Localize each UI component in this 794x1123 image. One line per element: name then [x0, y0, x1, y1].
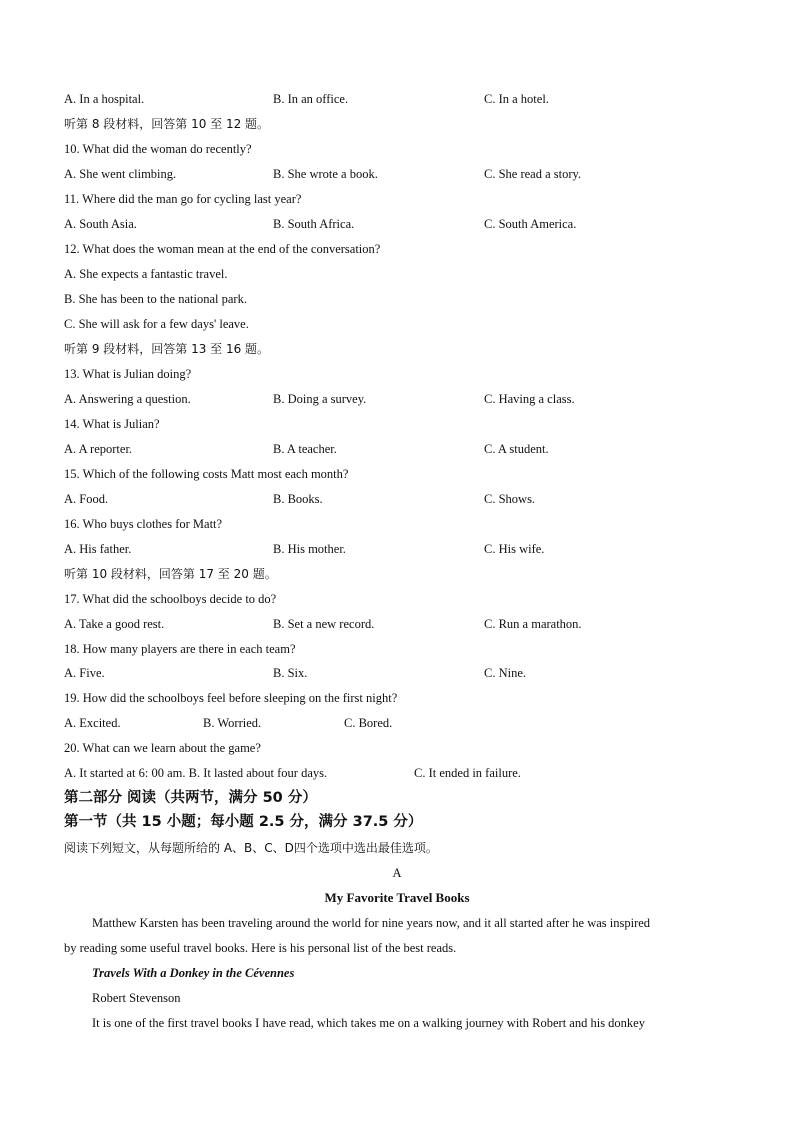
q9-option-a[interactable]: A. In a hospital.	[64, 92, 145, 106]
q15-option-c[interactable]: C. Shows.	[484, 492, 536, 506]
q11-option-a[interactable]: A. South Asia.	[64, 217, 137, 231]
q13-option-c[interactable]: C. Having a class.	[484, 392, 575, 406]
q12-option-b[interactable]: B. She has been to the national park.	[64, 292, 247, 306]
q14-option-a[interactable]: A. A reporter.	[64, 442, 133, 456]
q16-option-b[interactable]: B. His mother.	[273, 542, 346, 556]
q17-option-a[interactable]: A. Take a good rest.	[64, 617, 165, 631]
q12-option-c[interactable]: C. She will ask for a few days' leave.	[64, 317, 249, 331]
q19-option-b[interactable]: B. Worried.	[203, 716, 262, 730]
q17-option-b[interactable]: B. Set a new record.	[273, 617, 375, 631]
book1-author: Robert Stevenson	[92, 991, 181, 1005]
q9-option-b[interactable]: B. In an office.	[273, 92, 349, 106]
passage-title: My Favorite Travel Books	[324, 890, 470, 905]
q12-option-a[interactable]: A. She expects a fantastic travel.	[64, 267, 228, 281]
q20-options	[64, 765, 744, 781]
book1-text: It is one of the first travel books I have read, which takes me on a walking journey with Robert and his donkey	[92, 1016, 645, 1030]
q9-options	[64, 91, 744, 107]
section9-intro: 听第 9 段材料，回答第 13 至 16 题。	[64, 342, 270, 356]
q16-question: 16. Who buys clothes for Matt?	[64, 517, 223, 531]
q12-question: 12. What does the woman mean at the end of the conversation?	[64, 242, 381, 256]
q16-option-c[interactable]: C. His wife.	[484, 542, 545, 556]
q18-option-b[interactable]: B. Six.	[273, 666, 308, 680]
q16-options	[64, 541, 744, 557]
q11-option-b[interactable]: B. South Africa.	[273, 217, 355, 231]
q11-options	[64, 216, 744, 232]
q19-option-a[interactable]: A. Excited.	[64, 716, 121, 730]
section8-intro: 听第 8 段材料，回答第 10 至 12 题。	[64, 117, 270, 131]
passage-paragraph-1-line-2: by reading some useful travel books. Here is his personal list of the best reads.	[64, 941, 457, 955]
q14-options	[64, 441, 744, 457]
q17-question: 17. What did the schoolboys decide to do?	[64, 592, 277, 606]
q18-option-a[interactable]: A. Five.	[64, 666, 105, 680]
q18-question: 18. How many players are there in each team?	[64, 642, 296, 656]
q9-option-c[interactable]: C. In a hotel.	[484, 92, 549, 106]
q10-option-a[interactable]: A. She went climbing.	[64, 167, 177, 181]
q19-question: 19. How did the schoolboys feel before sleeping on the first night?	[64, 691, 398, 705]
q20-option-a-b[interactable]: A. It started at 6: 00 am. B. It lasted about four days.	[64, 766, 328, 780]
q13-option-a[interactable]: A. Answering a question.	[64, 392, 191, 406]
q17-options	[64, 616, 744, 632]
q13-options	[64, 391, 744, 407]
q10-question: 10. What did the woman do recently?	[64, 142, 252, 156]
book1-title: Travels With a Donkey in the Cévennes	[92, 966, 295, 980]
q18-options	[64, 665, 744, 681]
q17-option-c[interactable]: C. Run a marathon.	[484, 617, 582, 631]
passage-label: A	[392, 866, 402, 880]
q10-option-b[interactable]: B. She wrote a book.	[273, 167, 378, 181]
q20-question: 20. What can we learn about the game?	[64, 741, 261, 755]
q15-option-b[interactable]: B. Books.	[273, 492, 323, 506]
q16-option-a[interactable]: A. His father.	[64, 542, 132, 556]
part2-heading: 第二部分 阅读（共两节，满分 50 分）	[64, 790, 317, 806]
q13-option-b[interactable]: B. Doing a survey.	[273, 392, 367, 406]
q14-option-c[interactable]: C. A student.	[484, 442, 549, 456]
q13-question: 13. What is Julian doing?	[64, 367, 192, 381]
passage-paragraph-1-line-1: Matthew Karsten has been traveling around the world for nine years now, and it all started after he was inspired	[92, 916, 651, 930]
q10-option-c[interactable]: C. She read a story.	[484, 167, 582, 181]
q15-option-a[interactable]: A. Food.	[64, 492, 109, 506]
section10-intro: 听第 10 段材料，回答第 17 至 20 题。	[64, 567, 277, 581]
section1-heading: 第一节（共 15 小题；每小题 2.5 分，满分 37.5 分）	[64, 814, 423, 830]
q11-option-c[interactable]: C. South America.	[484, 217, 577, 231]
q19-options	[64, 715, 744, 731]
q15-question: 15. Which of the following costs Matt most each month?	[64, 467, 349, 481]
q20-option-c[interactable]: C. It ended in failure.	[414, 766, 521, 780]
q14-option-b[interactable]: B. A teacher.	[273, 442, 337, 456]
q15-options	[64, 491, 744, 507]
reading-instruction: 阅读下列短文，从每题所给的 A、B、C、D四个选项中选出最佳选项。	[64, 841, 438, 855]
q14-question: 14. What is Julian?	[64, 417, 160, 431]
q11-question: 11. Where did the man go for cycling last year?	[64, 192, 302, 206]
q19-option-c[interactable]: C. Bored.	[344, 716, 393, 730]
q18-option-c[interactable]: C. Nine.	[484, 666, 527, 680]
q10-options	[64, 166, 744, 182]
